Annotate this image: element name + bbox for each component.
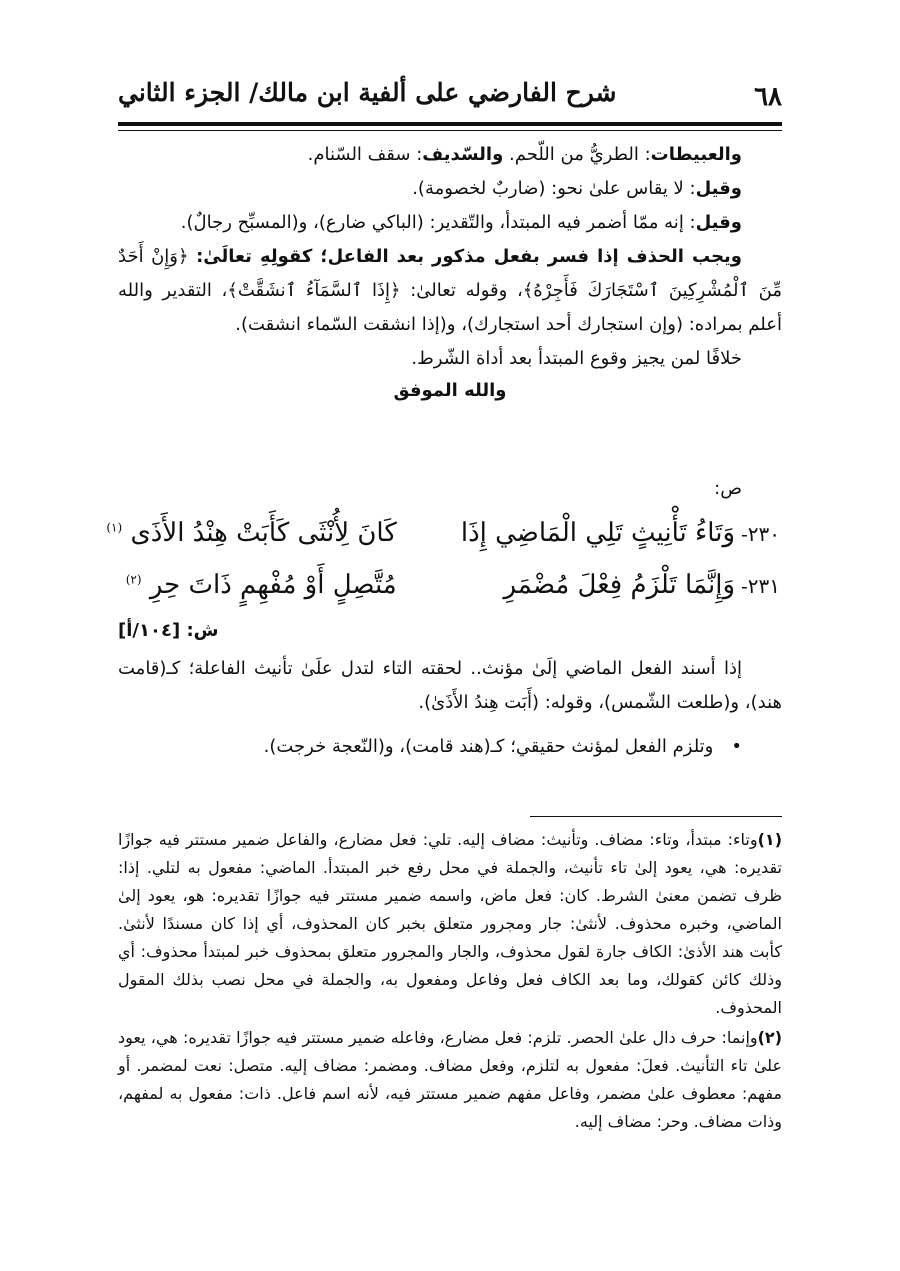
commentary-block (118, 652, 782, 720)
sharh-label: ش: [١٠٤/أ] (118, 620, 219, 641)
footnote-ref: (٢) (125, 572, 142, 587)
term-abitat: والعبيطات (650, 144, 742, 165)
verse-230 (106, 518, 780, 548)
paragraph-definitions (118, 138, 782, 172)
definition-text: : الطريُّ من اللّحم. (503, 144, 651, 165)
bullet-text: وتلزم الفعل لمؤنث حقيقي؛ كـ(هند قامت)، و(النّعجة خرجت). (263, 736, 714, 757)
paragraph-text: : إنه ممّا أضمر فيه المبتدأ، والتّقدير: (الباكي ضارع)، و(المسبِّح رجالٌ). (180, 212, 696, 233)
quran-examples: ﴿وَإِنْ أَحَدٌ مِّنَ ٱلْمُشْرِكِينَ ٱسْتَجَارَكَ فَأَجِرْهُ﴾، وقوله تعالىٰ: ﴿إِذَا ٱلسَّمَآءُ ٱنشَقَّتْ﴾، التقدير والله أعلم بمراده: (وإن استجارك أحد استجارك)، و(إذا انشقت السّماء انشقت). (118, 246, 782, 335)
verse-number: ٢٣١- (741, 574, 780, 598)
footnote-marker: (٢) (757, 1028, 782, 1047)
page-number: ٦٨ (754, 82, 782, 112)
rule-statement: ويجب الحذف إذا فسر بفعل مذكور بعد الفاعل؛ كقولِهِ تعالَىٰ: (196, 246, 742, 267)
main-text (118, 138, 782, 401)
footnote-text: وإنما: حرف دال علىٰ الحصر. تلزم: فعل مضارع، وفاعله ضمير مستتر فيه جوازًا تقديره: هي، يعود علىٰ تاء التأنيث. فعلَ: مفعول به لتلزم، وفعل مضاف. ومضمر: مضاف إليه. متصل: نعت لمضمر. أو مفهم: معطوف علىٰ مضمر، وفاعل مفهم ضمير مستتر فيه، لأنه اسم فاعل. ذات: مفعول به لمفهم، وذات مضاف. وحر: مضاف إليه. (118, 1028, 782, 1131)
qila-label: وقيل (695, 212, 742, 233)
verse-hemistich-second: مُتَّصِلٍ أَوْ مُفْهِمٍ ذَاتَ حِرِ (149, 570, 397, 600)
closing-phrase: والله الموفق (393, 380, 507, 401)
paragraph-qila-1 (118, 172, 782, 206)
verse-hemistich-second: كَانَ لِأُنْثَى كَأَبَتْ هِنْدُ الأَذَى (130, 518, 397, 548)
qila-label: وقيل (695, 178, 742, 199)
footnote-text: وتاء: مبتدأ، وتاء: مضاف. وتأنيث: مضاف إليه. تلي: فعل مضارع، والفاعل ضمير مستتر فيه جوازًا تقديره: هي، يعود إلىٰ تاء تأنيث، والجملة في محل رفع خبر المبتدأ. الماضي: مفعول به لتلي. إذا: ظرف تضمن معنىٰ الشرط. كان: فعل ماض، واسمه ضمير مستتر فيه جوازًا تقديره: هو، يعود إلىٰ الماضي، وخبره محذوف. لأنثىٰ: جار ومجرور متعلق بخبر كان المحذوف، أي إذا كان مسندًا لأنثىٰ. كأبت هند الأذىٰ: الكاف جارة لقول محذوف، والجار والمجرور متعلق بمحذوف خبر لمبتدأ محذوف: أي وذلك كائن كقولك، وما بعد الكاف فعل وفاعل ومفعول به، والجملة في محل نصب بذلك المقول المحذوف. (118, 830, 782, 1017)
footnote-2 (118, 1024, 782, 1136)
page-header (118, 66, 782, 118)
matn-label: ص: (714, 478, 742, 499)
verse-hemistich-first: وَتَاءُ تَأْنِيثٍ تَلِي الْمَاضِي إِذَا (460, 518, 735, 548)
commentary-paragraph: إذا أسند الفعل الماضي إلَىٰ مؤنث.. لحقته التاء لتدل علَىٰ تأنيث الفاعلة؛ كـ(قامت هند)، و(طلعت الشّمس)، وقوله: (أَبَت هِندُ الأَذَىٰ). (118, 658, 782, 713)
term-sadif: والسّديف (422, 144, 504, 165)
paragraph-deletion-rule (118, 240, 782, 342)
paragraph-qila-2 (118, 206, 782, 240)
definition-text: : سقف السّنام. (307, 144, 423, 165)
verse-number: ٢٣٠- (741, 522, 780, 546)
header-rule-thick (118, 122, 782, 126)
header-rule-thin (118, 130, 782, 131)
paragraph-disagreement: خلافًا لمن يجيز وقوع المبتدأ بعد أداة الشّرط. (411, 348, 742, 369)
verse-hemistich-first: وَإِنَّمَا تَلْزَمُ فِعْلَ مُضْمَرِ (503, 570, 735, 600)
footnote-marker: (١) (757, 830, 782, 849)
running-title: شرح الفارضي على ألفية ابن مالك/ الجزء الثاني (118, 78, 617, 107)
verse-231 (118, 570, 780, 600)
footnote-ref: (١) (106, 520, 123, 535)
bullet-item (264, 736, 742, 757)
bullet-icon: • (731, 736, 742, 757)
footnote-1 (118, 826, 782, 1022)
paragraph-text: : لا يقاس علىٰ نحو: (ضاربٌ لخصومة). (412, 178, 696, 199)
footnotes (118, 826, 782, 1138)
footnote-divider (530, 816, 782, 817)
